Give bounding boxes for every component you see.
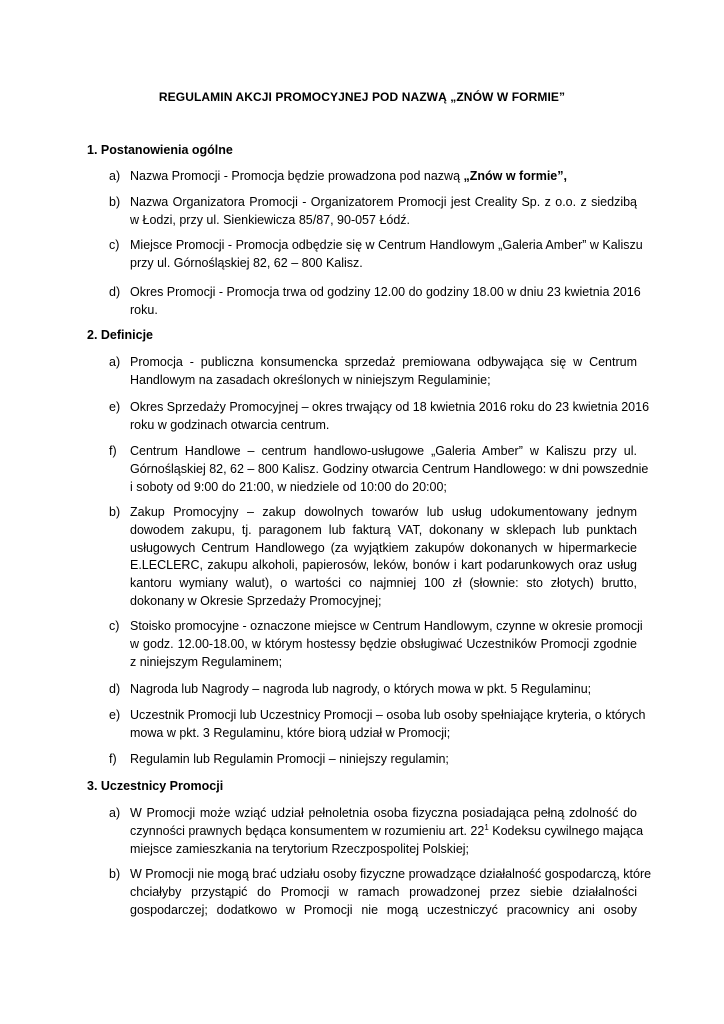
item-text-line: Górnośląskiej 82, 62 – 800 Kalisz. Godziny otwarcia Centrum Handlowego: w dni powszednie (130, 461, 649, 476)
item-text-line: roku w godzinach otwarcia centrum. (130, 417, 330, 432)
list-letter: c) (109, 238, 120, 252)
list-letter: e) (109, 708, 121, 722)
list-item (87, 399, 650, 435)
item-text-line: i soboty od 9:00 do 21:00, w niedziele od 10:00 do 20:00; (130, 479, 447, 494)
list-letter: b) (109, 505, 121, 519)
item-text-line: przy ul. Górnośląskiej 82, 62 – 800 Kalisz. (130, 255, 363, 270)
item-text-line: Okres Promocji - Promocja trwa od godziny 12.00 do godziny 18.00 w dniu 23 kwietnia 2016 (130, 285, 641, 299)
item-text-line: w Łodzi, przy ul. Sienkiewicza 85/87, 90-057 Łódź. (130, 212, 411, 227)
item-text-line: dowodem zakupu, tj. paragonem lub fakturą VAT, dokonany w sklepach lub punktach (130, 522, 637, 537)
item-text-line: Promocja - publiczna konsumencka sprzedaż premiowana odbywająca się w Centrum (130, 355, 637, 369)
item-text-line: Handlowym na zasadach określonych w niniejszym Regulaminie; (130, 372, 491, 387)
item-text-line: W Promocji może wziąć udział pełnoletnia osoba fizyczna posiadająca pełną zdolność do (130, 806, 637, 820)
footnote-marker: 1 (484, 822, 489, 832)
list-letter: a) (109, 355, 121, 369)
item-text-line: miejsce zamieszkania na terytorium Rzeczpospolitej Polskiej; (130, 841, 470, 856)
list-item (87, 681, 637, 699)
promotion-name: „Znów w formie”, (463, 169, 567, 183)
list-letter: f) (109, 752, 117, 766)
item-text-line: chciałyby przystąpić do Promocji w ramach prowadzonej przez siebie działalności (130, 884, 637, 899)
section-heading-participants: 3. Uczestnicy Promocji (87, 779, 224, 793)
item-text-line: Zakup Promocyjny – zakup dowolnych towarów lub usług udokumentowany jednym (130, 505, 637, 519)
item-text-line: dokonany w Okresie Sprzedaży Promocyjnej; (130, 593, 382, 608)
list-item (87, 504, 637, 611)
list-letter: a) (109, 169, 121, 183)
list-item (87, 707, 646, 743)
item-text-line: mowa w pkt. 3 Regulaminu, które biorą udział w Promocji; (130, 725, 451, 740)
section-heading-definitions: 2. Definicje (87, 328, 153, 342)
item-text-line: W Promocji nie mogą brać udziału osoby fizyczne prowadzące działalność gospodarczą, które (130, 867, 652, 881)
item-text-line: gospodarczej; dodatkowo w Promocji nie mogą uczestniczyć pracownicy ani osoby (130, 902, 637, 917)
list-letter: d) (109, 682, 121, 696)
list-letter: c) (109, 619, 120, 633)
list-item (87, 866, 652, 919)
list-item (87, 354, 637, 390)
item-text-line: roku. (130, 302, 158, 317)
list-item (87, 194, 637, 230)
list-letter: a) (109, 806, 121, 820)
item-text: Nazwa Promocji - Promocja będzie prowadzona pod nazwą (130, 169, 464, 183)
item-text-line: Stoisko promocyjne - oznaczone miejsce w Centrum Handlowym, czynne w okresie promocji (130, 619, 643, 633)
list-letter: b) (109, 867, 121, 881)
item-text-line: z niniejszym Regulaminem; (130, 654, 283, 669)
item-text-line: w godz. 12.00-18.00, w którym hostessy będzie obsługiwać Uczestników Promocji zgodnie (130, 636, 637, 651)
item-text-line: czynności prawnych będąca konsumentem w rozumieniu art. 22 (130, 823, 485, 838)
list-item (87, 805, 644, 858)
section-heading-general-provisions: 1. Postanowienia ogólne (87, 143, 233, 157)
item-text-line: Nagroda lub Nagrody – nagroda lub nagrody, o których mowa w pkt. 5 Regulaminu; (130, 682, 592, 696)
item-text-line: Nazwa Organizatora Promocji - Organizatorem Promocji jest Creality Sp. z o.o. z siedzibą (130, 195, 637, 209)
list-letter: f) (109, 444, 117, 458)
item-text-line: Okres Sprzedaży Promocyjnej – okres trwający od 18 kwietnia 2016 roku do 23 kwietnia 2016 (130, 400, 650, 414)
list-item (87, 284, 641, 320)
item-text-line: E.LECLERC, zakupu alkoholi, papierosów, leków, bonów i kart podarunkowych oraz usług (130, 558, 637, 573)
list-letter: e) (109, 400, 121, 414)
item-text-line: Miejsce Promocji - Promocja odbędzie się w Centrum Handlowym „Galeria Amber” w Kaliszu (130, 238, 643, 252)
list-item (87, 237, 643, 273)
item-text-line-tail: Kodeksu cywilnego mająca (488, 823, 644, 838)
list-letter: d) (109, 285, 121, 299)
item-text-line: usługowych Centrum Handlowego (za wyjątkiem zakupów dokonanych w hipermarkecie (130, 540, 637, 555)
item-text-line: Centrum Handlowe – centrum handlowo-usługowe „Galeria Amber” w Kaliszu przy ul. (130, 444, 637, 458)
list-item (87, 618, 643, 671)
document-title: REGULAMIN AKCJI PROMOCYJNEJ POD NAZWĄ „ZNÓW W FORMIE” (158, 90, 566, 104)
item-text-line: Uczestnik Promocji lub Uczestnicy Promocji – osoba lub osoby spełniające kryteria, o których (130, 708, 646, 722)
item-text-line: Regulamin lub Regulamin Promocji – niniejszy regulamin; (130, 752, 449, 766)
list-item (87, 443, 649, 496)
list-item (87, 751, 637, 769)
list-item (87, 168, 637, 186)
list-letter: b) (109, 195, 121, 209)
item-text-line: kantoru wymiany walut), o wartości co najmniej 100 zł (słownie: sto złotych) brutto, (130, 576, 637, 591)
